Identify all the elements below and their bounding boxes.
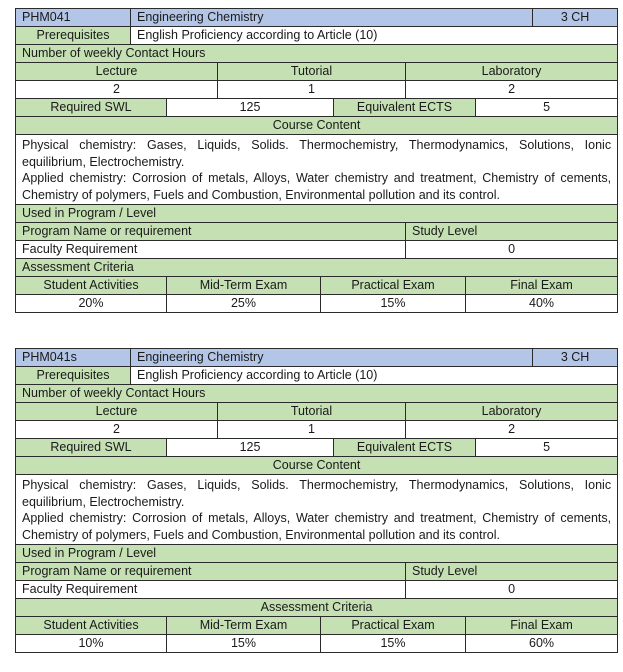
course-content-label: Course Content (16, 117, 618, 135)
credit-hours: 3 CH (533, 349, 618, 367)
assessment-value-final: 40% (466, 295, 618, 313)
course-content (16, 475, 618, 545)
assessment-header-midterm: Mid-Term Exam (167, 617, 321, 635)
assessment-value-final: 60% (466, 635, 618, 653)
study-level-value: 0 (406, 241, 618, 259)
ects-label: Equivalent ECTS (334, 439, 476, 457)
tutorial-hours: 1 (218, 421, 406, 439)
swl-label: Required SWL (16, 99, 167, 117)
assessment-value-student-activities: 10% (16, 635, 167, 653)
course-code: PHM041 (16, 9, 131, 27)
assessment-value-practical: 15% (321, 295, 466, 313)
study-level-header: Study Level (406, 223, 618, 241)
swl-value: 125 (167, 99, 334, 117)
program-name-header: Program Name or requirement (16, 223, 406, 241)
program-name-value: Faculty Requirement (16, 241, 406, 259)
assessment-header-midterm: Mid-Term Exam (167, 277, 321, 295)
assessment-header-student-activities: Student Activities (16, 277, 167, 295)
course-content (16, 135, 618, 205)
content-paragraph-applied: Applied chemistry: Corrosion of metals, Alloys, Water chemistry and treatment, Chemistry of cements, Chemistry of polymers, Fuels and Combustion, Environmental pollution and its control. (22, 171, 612, 202)
swl-label: Required SWL (16, 439, 167, 457)
tutorial-hours: 1 (218, 81, 406, 99)
assessment-value-student-activities: 20% (16, 295, 167, 313)
assessment-criteria-label: Assessment Criteria (16, 259, 618, 277)
lecture-hours: 2 (16, 421, 218, 439)
ects-value: 5 (476, 99, 618, 117)
course-spec-table (15, 348, 618, 653)
assessment-value-midterm: 15% (167, 635, 321, 653)
course-spec-table (15, 8, 618, 313)
prerequisites-value: English Proficiency according to Article (10) (131, 27, 618, 45)
prerequisites-label: Prerequisites (16, 27, 131, 45)
laboratory-hours: 2 (406, 421, 618, 439)
content-paragraph-applied: Applied chemistry: Corrosion of metals, Alloys, Water chemistry and treatment, Chemistry of cements, Chemistry of polymers, Fuels and Combustion, Environmental pollution and its control. (22, 511, 612, 542)
assessment-header-final: Final Exam (466, 617, 618, 635)
course-title: Engineering Chemistry (131, 9, 533, 27)
course-table-phm041 (15, 8, 617, 313)
content-paragraph-physical: Physical chemistry: Gases, Liquids, Solids. Thermochemistry, Thermodynamics, Solutions, Ionic equilibrium, Electrochemistry. (22, 138, 612, 169)
tutorial-header: Tutorial (218, 63, 406, 81)
prerequisites-label: Prerequisites (16, 367, 131, 385)
course-content-label: Course Content (16, 457, 618, 475)
contact-hours-label: Number of weekly Contact Hours (16, 385, 618, 403)
tutorial-header: Tutorial (218, 403, 406, 421)
lecture-hours: 2 (16, 81, 218, 99)
program-name-value: Faculty Requirement (16, 581, 406, 599)
laboratory-header: Laboratory (406, 63, 618, 81)
course-title: Engineering Chemistry (131, 349, 533, 367)
laboratory-header: Laboratory (406, 403, 618, 421)
swl-value: 125 (167, 439, 334, 457)
assessment-header-final: Final Exam (466, 277, 618, 295)
course-code: PHM041s (16, 349, 131, 367)
used-in-program-label: Used in Program / Level (16, 545, 618, 563)
study-level-value: 0 (406, 581, 618, 599)
assessment-value-practical: 15% (321, 635, 466, 653)
program-name-header: Program Name or requirement (16, 563, 406, 581)
assessment-header-student-activities: Student Activities (16, 617, 167, 635)
ects-label: Equivalent ECTS (334, 99, 476, 117)
ects-value: 5 (476, 439, 618, 457)
prerequisites-value: English Proficiency according to Article (10) (131, 367, 618, 385)
assessment-header-practical: Practical Exam (321, 617, 466, 635)
content-paragraph-physical: Physical chemistry: Gases, Liquids, Solids. Thermochemistry, Thermodynamics, Solutions, Ionic equilibrium, Electrochemistry. (22, 478, 612, 509)
lecture-header: Lecture (16, 63, 218, 81)
assessment-criteria-label: Assessment Criteria (16, 599, 618, 617)
course-table-phm041s (15, 348, 617, 653)
used-in-program-label: Used in Program / Level (16, 205, 618, 223)
lecture-header: Lecture (16, 403, 218, 421)
contact-hours-label: Number of weekly Contact Hours (16, 45, 618, 63)
study-level-header: Study Level (406, 563, 618, 581)
laboratory-hours: 2 (406, 81, 618, 99)
assessment-header-practical: Practical Exam (321, 277, 466, 295)
assessment-value-midterm: 25% (167, 295, 321, 313)
credit-hours: 3 CH (533, 9, 618, 27)
